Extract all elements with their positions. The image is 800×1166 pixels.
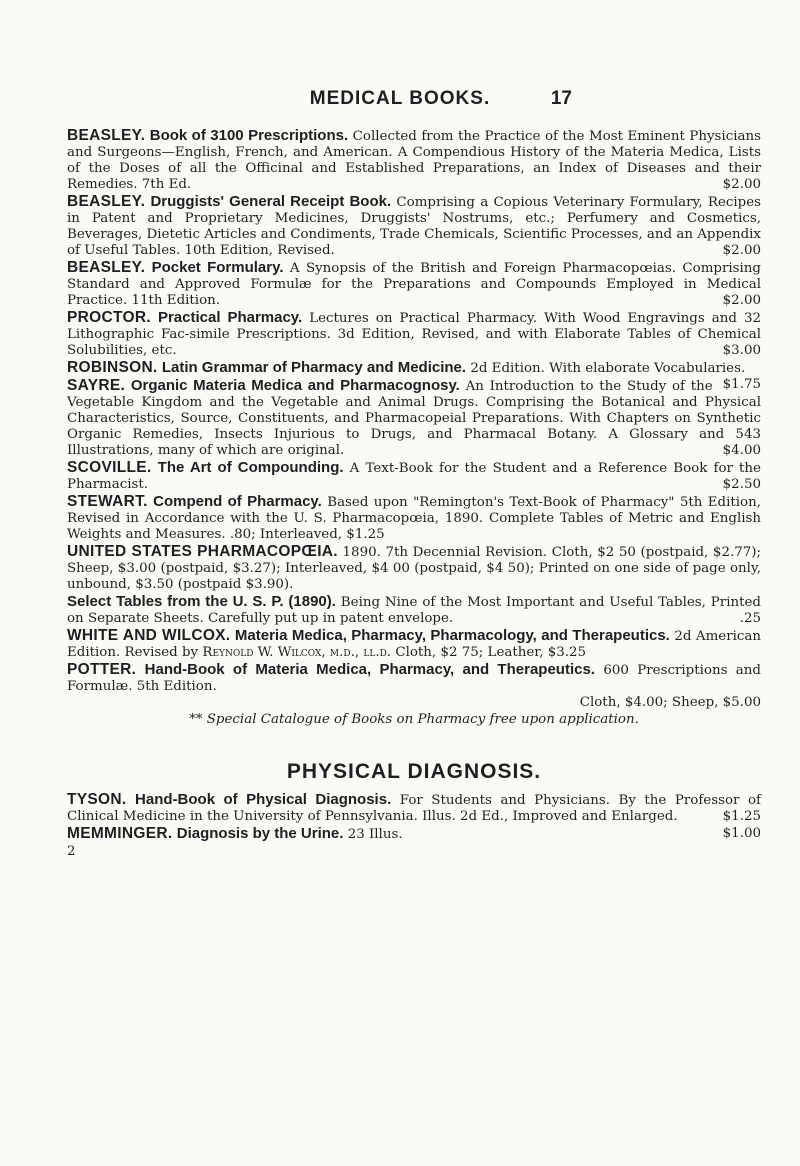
entry-price: $1.25 <box>722 809 761 824</box>
entry-title: Compend of Pharmacy. <box>153 493 322 510</box>
entry-title: Select Tables from the U. S. P. (1890). <box>67 593 336 610</box>
catalogue-entry <box>67 194 761 259</box>
entry-price: $4.00 <box>722 443 761 458</box>
entry-author: BEASLEY. <box>67 259 146 276</box>
entry-title: Organic Materia Medica and Pharmacognosy. <box>130 377 460 394</box>
entry-price: .25 <box>739 611 761 626</box>
entry-price: $1.00 <box>722 826 761 841</box>
entry-description: Being Nine of the Most Important and Useful Tables, Printed on Separate Sheets. Carefully put up in patent envelope. <box>67 595 761 626</box>
entry-author: SCOVILLE. <box>67 459 152 476</box>
entry-author: BEASLEY. <box>67 193 146 210</box>
entry-description: A Synopsis of the British and Foreign Pharmacopœias. Comprising Standard and Approved Formulæ for the Preparations and Compounds Employed in Medical Practice. 11th Edition. <box>67 261 761 308</box>
entry-price: Cloth, $4.00; Sheep, $5.00 <box>579 695 761 710</box>
entry-description: Collected from the Practice of the Most Eminent Physicians and Surgeons—English, French, and American. A Compendious History of the Materia Medica, Lists of the Doses of all the Officinal and Established Preparations, an Index of Diseases and their Remedies. 7th Ed. <box>67 129 761 192</box>
entry-description: Comprising a Copious Veterinary Formulary, Recipes in Patent and Proprietary Medicines, Druggists' Nostrums, etc.; Perfumery and Cosmetics, Beverages, Dietetic Articles and Condiments, Trade Chemicals, Scientific Processes, and an Appendix of Useful Tables. 10th Edition, Revised. <box>67 195 761 258</box>
entry-price: $2.00 <box>722 177 761 192</box>
catalogue-entry <box>67 260 761 309</box>
entry-title: Practical Pharmacy. <box>157 309 303 326</box>
entry-author: MEMMINGER. <box>67 825 173 842</box>
entry-title: Materia Medica, Pharmacy, Pharmacology, and Therapeutics. <box>234 627 670 644</box>
entry-author: WHITE AND WILCOX. <box>67 627 231 644</box>
entry-description: For Students and Physicians. By the Professor of Clinical Medicine in the University of Pennsylvania. Illus. 2d Ed., Improved and Enlarged. <box>67 793 761 824</box>
entry-description: An Introduction to the Study of the Vegetable Kingdom and the Vegetable and Animal Drugs. Comprising the Botanical and Physical Characteristics, Source, Constituents, and Pharmacopeial Preparations. With Chapters on Synthetic Organic Remedies, Insects Injurious to Drugs, and Pharmacal Botany. A Glossary and 543 Illustrations, many of which are original. <box>67 379 761 458</box>
entry-title: Hand-Book of Physical Diagnosis. <box>135 791 392 808</box>
entry-author: BEASLEY. <box>67 127 146 144</box>
signature-mark: 2 <box>67 844 76 859</box>
entry-price-text: Cloth, $2 75; Leather, $3.25 <box>391 645 587 660</box>
entry-description: 23 Illus. <box>343 827 403 842</box>
entry-description: 2d Edition. With elaborate Vocabularies. <box>466 361 746 376</box>
catalogue-entry <box>67 594 761 627</box>
entry-author: POTTER. <box>67 661 137 678</box>
catalogue-entry <box>67 628 761 661</box>
catalogue-entry <box>67 662 761 711</box>
entry-price: $3.00 <box>722 343 761 358</box>
entry-description: 2d American Edition. Revised by <box>67 629 761 660</box>
catalogue-entry <box>67 378 761 459</box>
entry-author: SAYRE. <box>67 377 126 394</box>
entry-author: UNITED STATES PHARMACOPŒIA. <box>67 543 338 560</box>
entry-reviser-name: Reynold W. Wilcox, m.d., ll.d. <box>202 645 392 660</box>
running-title: MEDICAL BOOKS. <box>309 88 491 109</box>
entry-description: 1890. 7th Decennial Revision. Cloth, $2 50 (postpaid, $2.77); Sheep, $3.00 (postpaid, $3.27); Interleaved, $4 00 (postpaid, $4 50); Printed on one side of page only, unbound, $3.50 (postpaid $3.90). <box>67 545 761 592</box>
entry-price: $1.75 <box>722 377 761 392</box>
entry-title: The Art of Compounding. <box>157 459 344 476</box>
section-heading: PHYSICAL DIAGNOSIS. <box>286 760 542 783</box>
catalogue-entry <box>67 460 761 493</box>
page-number: 17 <box>550 88 572 109</box>
entry-author: TYSON. <box>67 791 127 808</box>
entry-title: Druggists' General Receipt Book. <box>150 193 392 210</box>
entry-author: PROCTOR. <box>67 309 151 326</box>
entry-title: Latin Grammar of Pharmacy and Medicine. <box>161 359 467 376</box>
catalogue-entry <box>67 310 761 359</box>
entry-price: $2.00 <box>722 243 761 258</box>
entry-title: Pocket Formulary. <box>151 259 284 276</box>
entry-title: Book of 3100 Prescriptions. <box>149 127 349 144</box>
entry-description: 600 Prescriptions and Formulæ. 5th Edition. <box>67 663 761 694</box>
catalogue-entry <box>67 494 761 543</box>
running-head <box>0 88 800 112</box>
entry-title: Hand-Book of Materia Medica, Pharmacy, and Therapeutics. <box>144 661 595 678</box>
entry-price: $2.50 <box>722 477 761 492</box>
catalogue-entry <box>67 826 761 843</box>
entry-description: A Text-Book for the Student and a Reference Book for the Pharmacist. <box>67 461 761 492</box>
entry-description: Lectures on Practical Pharmacy. With Wood Engravings and 32 Lithographic Fac-simile Prescriptions. 3d Edition, Revised, and with Elaborate Tables of Chemical Solubilities, etc. <box>67 311 762 358</box>
catalogue-entry <box>67 792 761 825</box>
entry-description: Based upon "Remington's Text-Book of Pharmacy" 5th Edition, Revised in Accordance with the U. S. Pharmacopœia, 1890. Complete Tables of Metric and English Weights and Measures. .80; Interleaved, $1.25 <box>67 495 761 542</box>
entry-author: STEWART. <box>67 493 148 510</box>
entry-author: ROBINSON. <box>67 359 158 376</box>
catalogue-entry <box>67 544 761 593</box>
catalogue-entry <box>67 128 761 193</box>
entry-title: Diagnosis by the Urine. <box>176 825 344 842</box>
entry-price: $2.00 <box>722 293 761 308</box>
special-catalogue-note: ** Special Catalogue of Books on Pharmacy free upon application. <box>189 712 639 727</box>
catalogue-entries <box>67 128 761 860</box>
